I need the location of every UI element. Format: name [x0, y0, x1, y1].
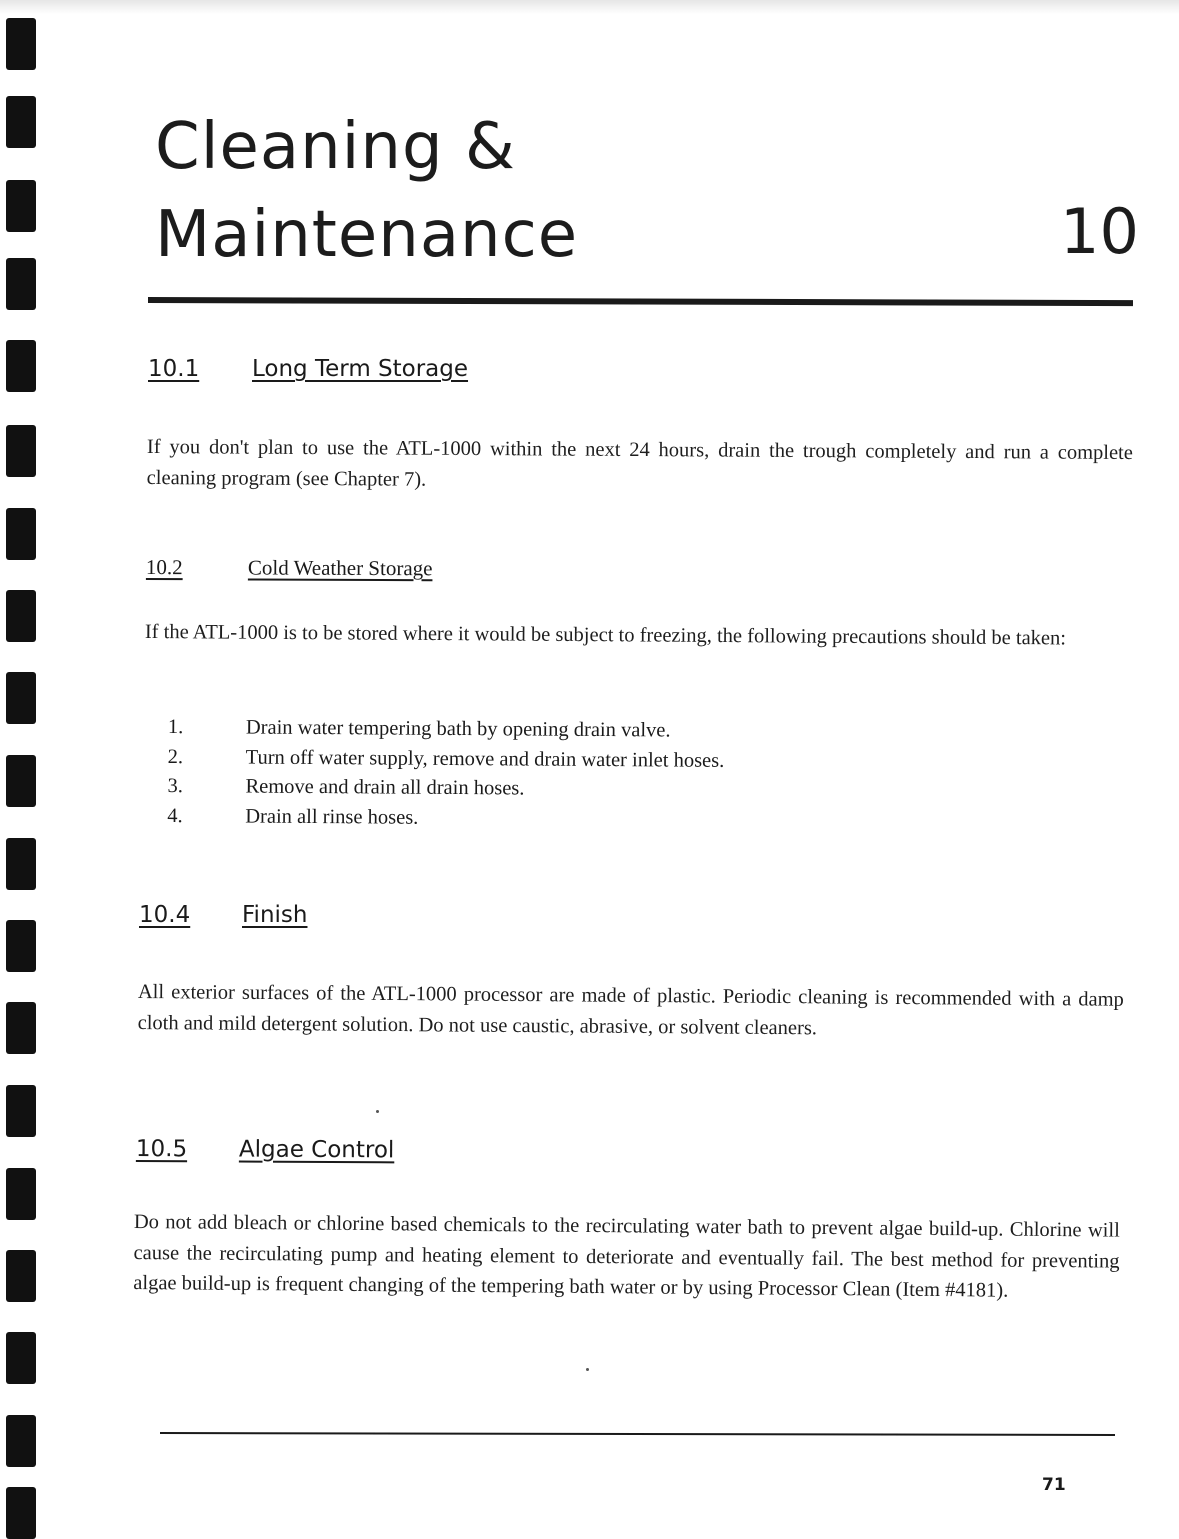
list-item: [167, 801, 724, 834]
list-item-number: 3.: [167, 774, 183, 798]
section-heading-long-term-storage: [148, 356, 468, 382]
binding-holes: [0, 0, 40, 1539]
list-item-text: Drain all rinse hoses.: [245, 805, 419, 829]
section-text-long-term-storage: If you don't plan to use the ATL-1000 within the next 24 hours, drain the trough completely and run a complete cleaning program (see Chapter 7).: [146, 435, 1133, 491]
section-heading-finish: [139, 902, 307, 928]
list-item: [168, 742, 725, 775]
footer-divider: [160, 1432, 1115, 1436]
chapter-title-line2: Maintenance: [155, 198, 579, 272]
chapter-title-line1: Cleaning &: [155, 110, 516, 184]
section-title: Cold Weather Storage: [247, 555, 433, 581]
title-divider: [148, 297, 1133, 306]
scan-speck: [586, 1368, 589, 1371]
section-title: Finish: [242, 902, 308, 928]
section-text-algae-control: Do not add bleach or chlorine based chemicals to the recirculating water bath to prevent algae build-up. Chlorine will cause the recirculating pump and heating element to deteriorate and eventually fail. The best method for preventing algae build-up is frequent changing of the tempering bath water or by using Processor Clean (Item #4181).: [133, 1210, 1120, 1302]
list-item-number: 1.: [167, 715, 184, 739]
section-number: 10.5: [135, 1136, 188, 1163]
list-item-text: Turn off water supply, remove and drain water inlet hoses.: [245, 746, 725, 772]
section-number: 10.2: [145, 555, 183, 580]
section-text-finish: All exterior surfaces of the ATL-1000 processor are made of plastic. Periodic cleaning is recommended with a damp cloth and mild detergent solution. Do not use caustic, abrasive, or solvent cleaners.: [137, 980, 1124, 1039]
page-number: 71: [1042, 1475, 1066, 1495]
list-item-text: Remove and drain all drain hoses.: [245, 775, 525, 800]
scan-speck: [376, 1110, 379, 1113]
section-number: 10.1: [148, 356, 200, 382]
list-item: [167, 772, 724, 805]
section-title: Long Term Storage: [252, 356, 469, 382]
precautions-list: [167, 713, 724, 835]
chapter-number: 10: [1060, 195, 1139, 268]
section-text-cold-weather-storage: If the ATL-1000 is to be stored where it would be subject to freezing, the following precautions should be taken:: [144, 620, 1067, 650]
section-number: 10.4: [139, 902, 191, 928]
list-item-number: 2.: [167, 745, 184, 768]
section-heading-cold-weather-storage: [146, 555, 433, 581]
section-title: Algae Control: [238, 1136, 395, 1164]
list-item-text: Drain water tempering bath by opening drain valve.: [245, 716, 671, 742]
list-item: [168, 713, 725, 746]
scan-top-edge: [0, 0, 1179, 14]
section-heading-algae-control: [136, 1136, 395, 1163]
chapter-title: [155, 103, 578, 279]
list-item-number: 4.: [167, 804, 183, 827]
